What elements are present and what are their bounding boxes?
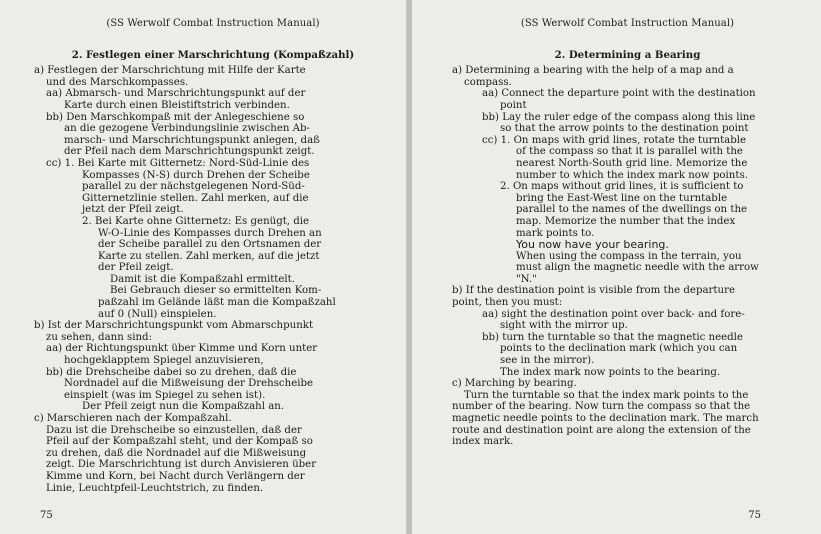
text-line: a) Determining a bearing with the help of a map and a [452, 65, 734, 77]
text-line: Karte zu stellen. Zahl merken, auf die jetzt [98, 250, 320, 262]
running-head-left: (SS Werwolf Combat Instruction Manual) [106, 18, 320, 29]
text-line: aa) Abmarsch- und Marschrichtungspunkt auf der [46, 88, 306, 100]
text-line: W-O-Linie des Kompasses durch Drehen an [98, 227, 322, 239]
text-line: magnetic needle points to the declination mark. The march [452, 413, 759, 424]
text-line: bb) Lay the ruler edge of the compass along this line [482, 111, 756, 123]
right-page-body [452, 65, 803, 448]
text-line: Turn the turntable so that the index mark points to the [464, 389, 749, 401]
text-line: Dazu ist die Drehscheibe so einzustellen, daß der [46, 424, 302, 436]
text-line: und des Marschkompasses. [46, 76, 189, 88]
text-line: Damit ist die Kompaßzahl ermittelt. [110, 273, 296, 285]
text-line: number to which the index mark now points. [516, 169, 748, 181]
text-line: 2. Bei Karte ohne Gitternetz: Es genügt, die [82, 215, 310, 227]
text-line: Karte durch einen Bleistiftstrich verbinden. [64, 99, 290, 111]
text-line: When using the compass in the terrain, you [516, 250, 742, 262]
text-line: hochgeklapptem Spiegel anzuvisieren, [64, 355, 264, 367]
running-head-right: (SS Werwolf Combat Instruction Manual) [520, 18, 735, 29]
text-line: Pfeil auf der Kompaßzahl steht, und der Kompaß so [46, 436, 313, 448]
text-line: der Pfeil nach dem Marschrichtungspunkt zeigt. [64, 146, 315, 158]
text-line: parallel to the names of the dwellings on the [516, 204, 748, 216]
text-line: Kimme und Korn, bei Nacht durch Verlängern der [46, 470, 305, 482]
text-line: number of the bearing. Now turn the compass so that the [452, 401, 751, 413]
text-line: aa) der Richtungspunkt über Kimme und Korn unter [46, 343, 318, 355]
text-line: 2. On maps without grid lines, it is sufficient to [500, 181, 744, 193]
text-line: jetzt der Pfeil zeigt. [82, 204, 184, 216]
text-line: paßzahl im Gelände läßt man die Kompaßzahl [98, 297, 336, 309]
page-number-right: 75 [748, 510, 761, 522]
text-line: bb) turn the turntable so that the magnetic needle [482, 331, 743, 343]
text-line: parallel zu der nächstgelegenen Nord-Süd- [82, 181, 305, 193]
text-line: bring the East-West line on the turntable [516, 192, 728, 204]
text-line: Der Pfeil zeigt nun die Kompaßzahl an. [82, 401, 285, 413]
text-line: must align the magnetic needle with the arrow [516, 262, 759, 274]
text-line: zeigt. Die Marschrichtung ist durch Anvisieren über [46, 459, 317, 471]
text-line: c) Marching by bearing. [452, 378, 577, 390]
text-line: points to the declination mark (which you can [500, 343, 738, 355]
text-line: index mark. [452, 436, 514, 448]
text-line: Bei Gebrauch dieser so ermittelten Kom- [110, 285, 322, 297]
text-line: cc) 1. Bei Karte mit Gitternetz: Nord-Süd-Linie des [46, 157, 310, 169]
text-line: Linie, Leuchtpfeil-Leuchtstrich, zu finden. [46, 482, 264, 494]
text-line: mark points to. [516, 227, 595, 239]
left-page [0, 0, 408, 534]
text-line: "N." [516, 273, 537, 285]
text-line: so that the arrow points to the destination point [500, 123, 749, 135]
text-line: cc) 1. On maps with grid lines, rotate the turntable [482, 134, 747, 146]
text-line: einspielt (was im Spiegel zu sehen ist). [64, 389, 266, 401]
text-line: zu sehen, dann sind: [46, 331, 153, 343]
page-number-left: 75 [40, 510, 53, 522]
right-page [412, 0, 821, 534]
text-line: Gitternetzlinie stellen. Zahl merken, auf die [82, 192, 309, 204]
text-line: b) If the destination point is visible from the departure [452, 285, 735, 297]
section-title-right: 2. Determining a Bearing [554, 48, 701, 61]
text-line: zu drehen, daß die Nordnadel auf die Mißweisung [46, 447, 307, 459]
text-line: point, then you must: [452, 297, 563, 309]
text-line: nearest North-South grid line. Memorize the [516, 157, 748, 169]
text-line: aa) Connect the departure point with the destination [482, 88, 756, 100]
text-line: map. Memorize the number that the index [516, 215, 736, 227]
text-line: aa) sight the destination point over back- and fore- [482, 308, 745, 320]
text-line: der Pfeil zeigt. [98, 262, 174, 274]
text-line: bb) Den Marschkompaß mit der Anlegeschiene so [46, 111, 305, 123]
text-line: Nordnadel auf die Mißweisung der Drehscheibe [64, 378, 314, 390]
text-line: a) Festlegen der Marschrichtung mit Hilfe der Karte [34, 65, 306, 77]
text-line: der Scheibe parallel zu den Ortsnamen der [98, 239, 322, 251]
text-line: b) Ist der Marschrichtungspunkt vom Abmarschpunkt [34, 320, 314, 332]
text-line: of the compass so that it is parallel with the [516, 146, 743, 158]
text-line: see in the mirror). [500, 355, 595, 367]
text-line: c) Marschieren nach der Kompaßzahl. [34, 413, 232, 424]
section-title-left: 2. Festlegen einer Marschrichtung (Kompaßzahl) [71, 48, 355, 61]
left-page-body [34, 65, 392, 494]
text-line: route and destination point are along the extension of the [452, 424, 751, 436]
text-line: sight with the mirror up. [500, 320, 628, 332]
text-line: an die gezogene Verbindungslinie zwischen Ab- [64, 123, 310, 135]
text-line: bb) die Drehscheibe dabei so zu drehen, daß die [46, 366, 297, 378]
text-line: Kompasses (N-S) durch Drehen der Scheibe [82, 169, 310, 181]
text-line: point [500, 99, 527, 111]
text-line: marsch- und Marschrichtungspunkt anlegen, daß [64, 134, 320, 146]
text-line: The index mark now points to the bearing. [500, 366, 721, 378]
text-line: You now have your bearing. [516, 238, 669, 252]
text-line: compass. [464, 76, 512, 88]
text-line: auf 0 (Null) einspielen. [98, 308, 217, 320]
